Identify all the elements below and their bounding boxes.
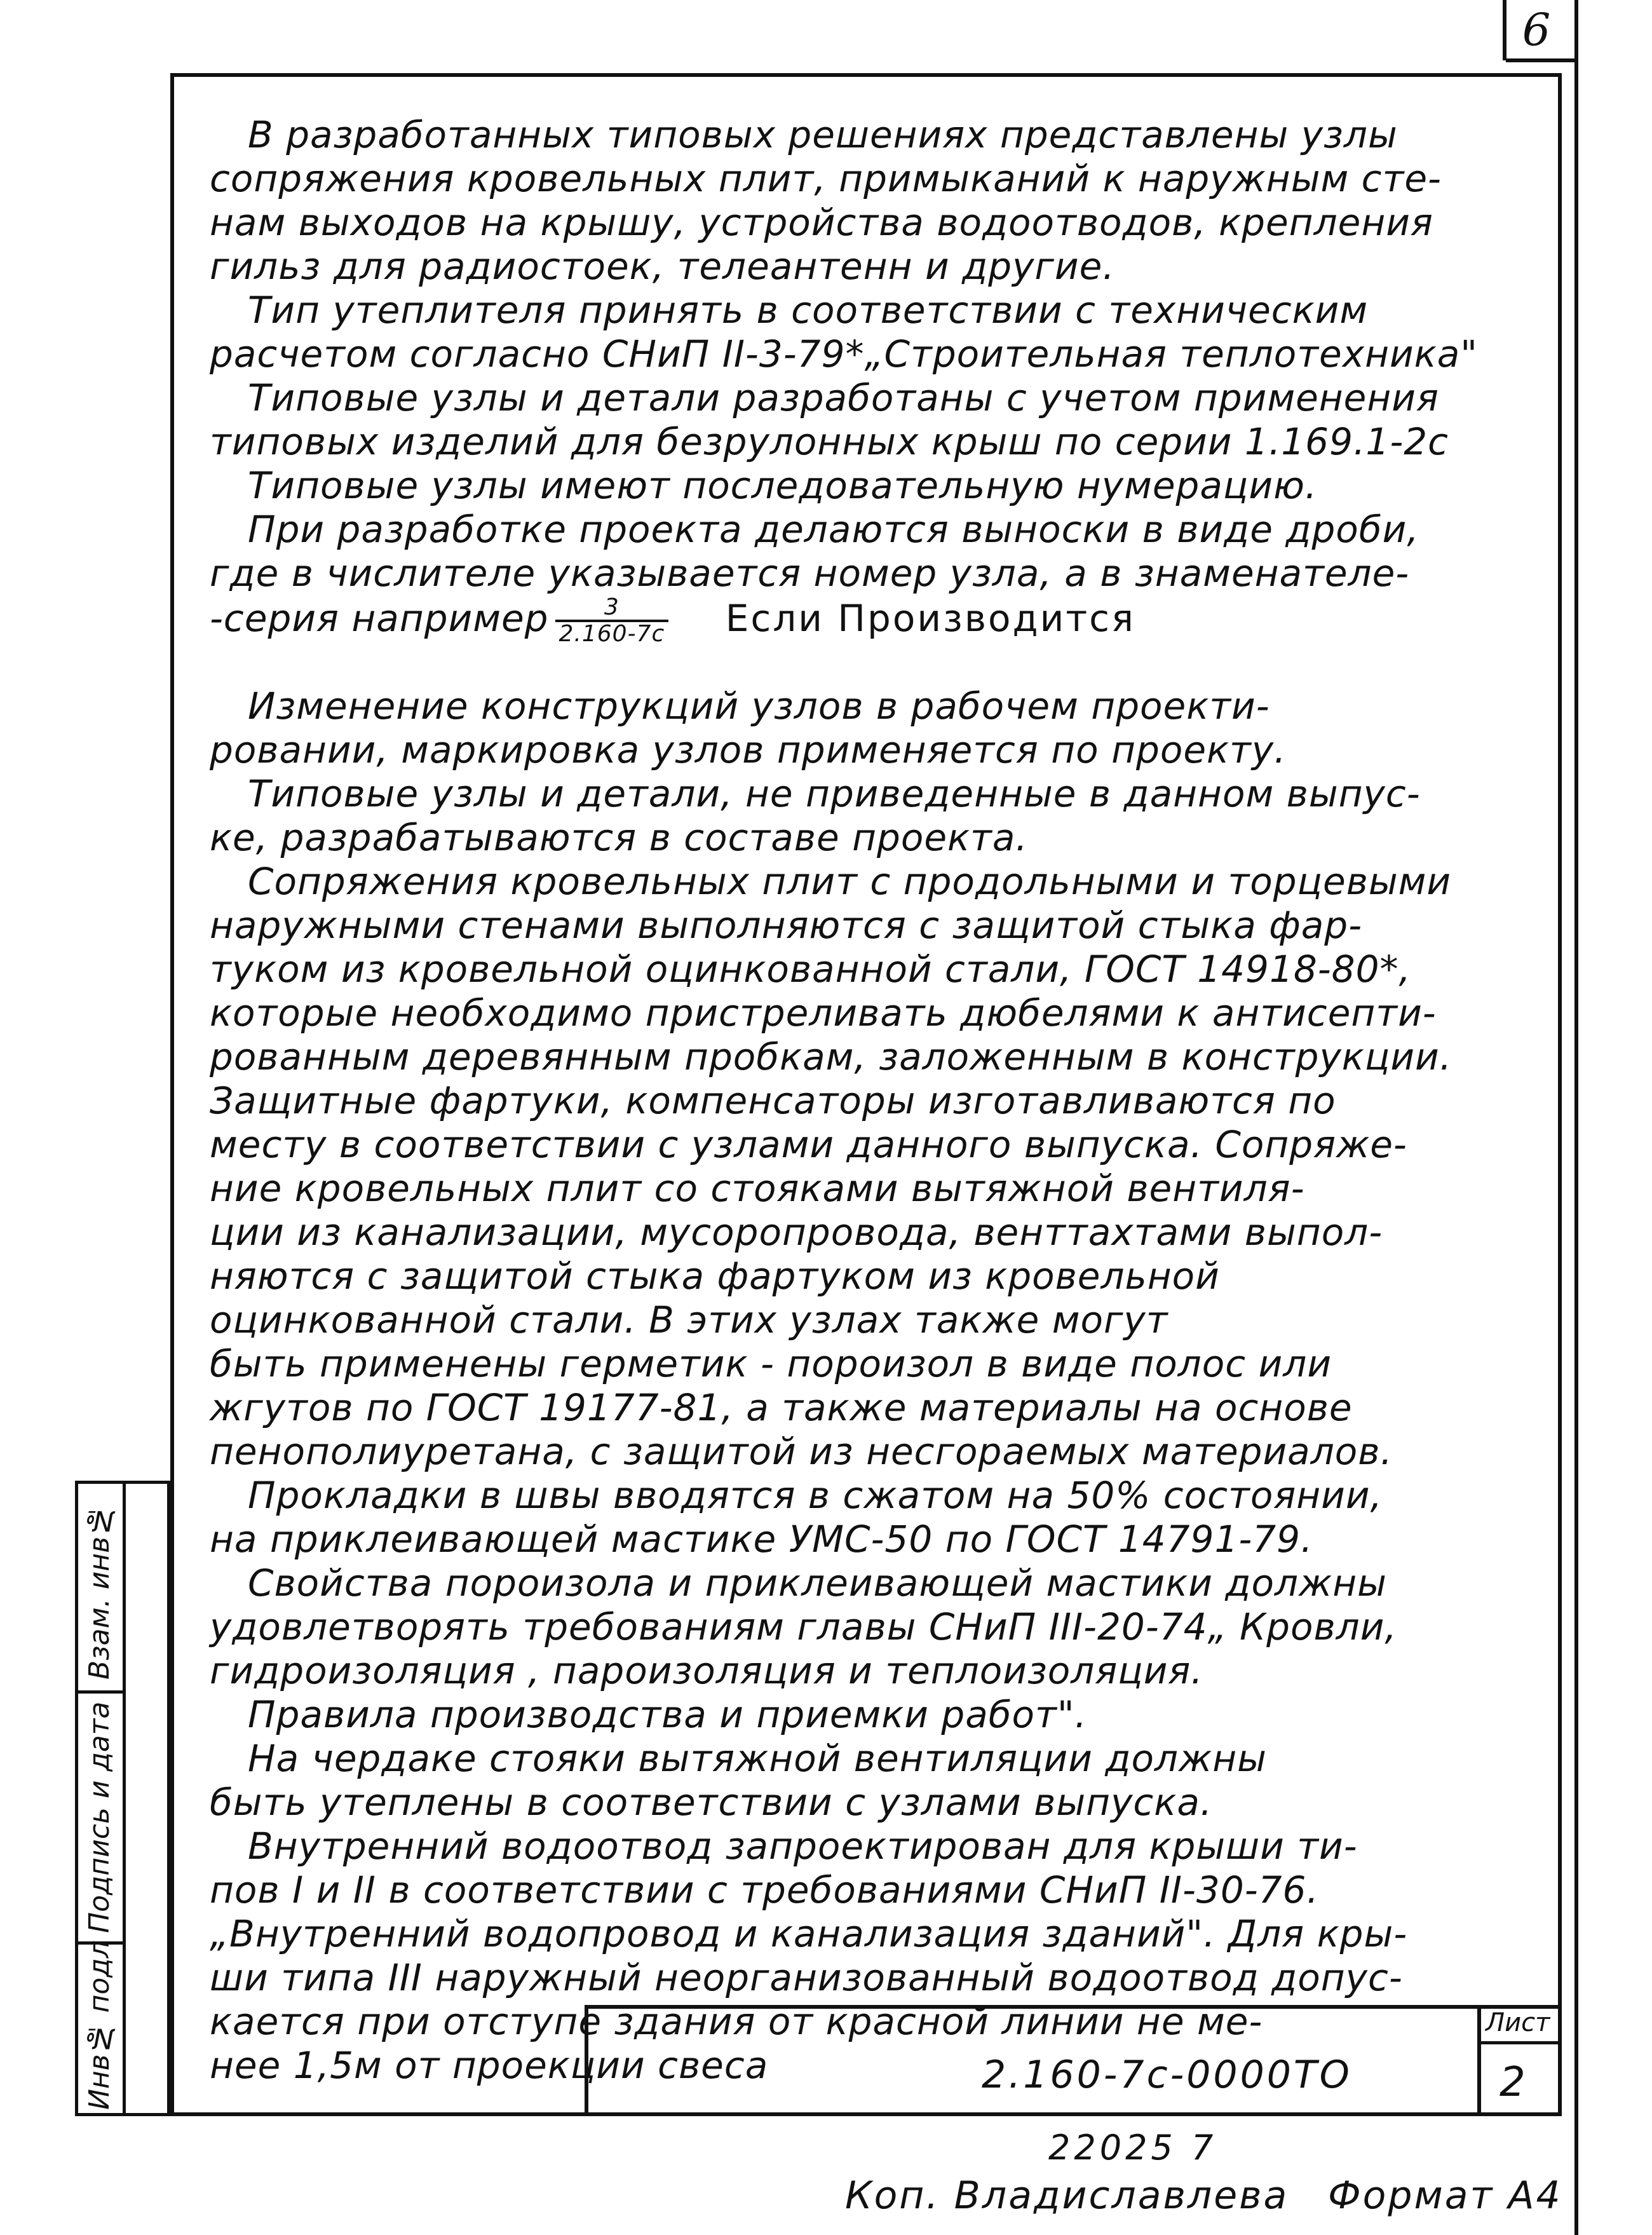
text-line: кается при отступе здания от красной линии не ме- <box>210 2000 1263 2043</box>
page-number: 6 <box>1503 0 1566 60</box>
text-line: Защитные фартуки, компенсаторы изготавливаются по <box>210 1079 1336 1122</box>
stamp-divider <box>78 1690 123 1694</box>
text-line: ции из канализации, мусоропровода, венттахтами выпол- <box>210 1211 1383 1254</box>
text-line: „Внутренний водопровод и канализация зданий". Для кры- <box>210 1912 1408 1955</box>
text-line: пов I и II в соответствии с требованиями СНиП II-30-76. <box>210 1868 1319 1912</box>
text-line: типовых изделий для безрулонных крыш по серии 1.169.1-2с <box>210 420 1449 463</box>
text-line: где в числителе указывается номер узла, а в знаменателе- <box>210 552 1410 595</box>
text-line: сопряжения кровельных плит, примыканий к наружным сте- <box>210 157 1442 200</box>
text-line: При разработке проекта делаются выноски в виде дроби, <box>248 508 1419 551</box>
text-line: пенополиуретана, с защитой из несгораемых материалов. <box>210 1430 1393 1473</box>
page-number-underline <box>1506 58 1578 62</box>
paper-format: Формат А4 <box>1328 2173 1562 2218</box>
document-body <box>210 113 1531 2088</box>
spacer <box>210 646 1531 684</box>
text-line: нее 1,5м от проекции свеса <box>210 2044 769 2087</box>
text-line: Свойства пороизола и приклеивающей мастики должны <box>248 1561 1387 1605</box>
text-line: Сопряжения кровельных плит с продольными и торцевыми <box>248 860 1452 903</box>
text-line: Изменение конструкций узлов в рабочем проекти- <box>248 684 1270 728</box>
text-line: Типовые узлы имеют последовательную нумерацию. <box>248 464 1318 507</box>
text-line: Тип утеплителя принять в соответствии с техническим <box>248 289 1369 332</box>
text-line: гидроизоляция , пароизоляция и теплоизоляция. <box>210 1649 1203 1692</box>
text-line: Типовые узлы и детали разработаны с учетом применения <box>248 376 1439 419</box>
printed-insert: Если Производится <box>725 597 1135 641</box>
left-stamp <box>75 1481 170 2116</box>
vzam-inv-label: Взам. инв№ <box>83 1504 116 1680</box>
text-line: ке, разрабатываются в составе проекта. <box>210 816 1028 859</box>
sheet-number: 2 <box>1500 2059 1526 2106</box>
right-edge-line <box>1574 0 1578 2235</box>
text-line: ние кровельных плит со стояками вытяжной вентиля- <box>210 1167 1305 1210</box>
text-line: Правила производства и приемки работ". <box>248 1693 1087 1736</box>
text-line: оцинкованной стали. В этих узлах также могут <box>210 1298 1168 1342</box>
text-line: на приклеивающей мастике УМС-50 по ГОСТ 14791-79. <box>210 1518 1313 1561</box>
text-line: нам выходов на крышу, устройства водоотводов, крепления <box>210 201 1433 244</box>
inv-podl-label: Инв№ подл <box>83 1940 116 2110</box>
text-line: туком из кровельной оцинкованной стали, ГОСТ 14918-80*, <box>210 948 1411 991</box>
text-line: ши типа III наружный неорганизованный водоотвод допус- <box>210 1956 1403 1999</box>
text-line: наружными стенами выполняются с защитой стыка фар- <box>210 904 1363 947</box>
fraction-numerator: 3 <box>555 595 669 622</box>
text-line: быть утеплены в соответствии с узлами выпуска. <box>210 1781 1213 1824</box>
text-line: Прокладки в швы вводятся в сжатом на 50% состоянии, <box>248 1474 1383 1517</box>
text-line: няются с защитой стыка фартуком из кровельной <box>210 1254 1220 1298</box>
archive-number: 22025 7 <box>1048 2128 1217 2168</box>
text-line: На чердаке стояки вытяжной вентиляции должны <box>248 1737 1267 1780</box>
text-line: Внутренний водоотвод запроектирован для крыши ти- <box>248 1824 1358 1868</box>
series-example-text: -серия например <box>210 597 549 641</box>
text-line: ровании, маркировка узлов применяется по проекту. <box>210 728 1287 771</box>
text-line: жгутов по ГОСТ 19177-81, а также материалы на основе <box>210 1386 1353 1429</box>
text-line: Типовые узлы и детали, не приведенные в данном выпус- <box>248 772 1421 815</box>
text-line: рованным деревянным пробкам, заложенным в конструкции. <box>210 1035 1452 1078</box>
podpis-data-label: Подпись и дата <box>83 1701 116 1934</box>
fraction-denominator: 2.160-7с <box>559 621 665 647</box>
sheet-divider <box>1477 2041 1562 2044</box>
text-line: месту в соответствии с узлами данного выпуска. Сопряже- <box>210 1123 1407 1166</box>
text-line: которые необходимо пристреливать дюбелями к антисепти- <box>210 991 1437 1035</box>
node-fraction <box>555 595 669 646</box>
text-line: расчетом согласно СНиП II-3-79*„Строительная теплотехника" <box>210 332 1478 376</box>
text-line-with-fraction <box>210 595 1531 646</box>
text-line: гильз для радиостоек, телеантенн и другие. <box>210 245 1115 288</box>
document-code: 2.160-7с-0000ТО <box>982 2053 1352 2097</box>
text-line: удовлетворять требованиям главы СНиП III-20-74„ Кровли, <box>210 1605 1397 1648</box>
copyist: Коп. Владиславлева <box>845 2173 1289 2218</box>
text-line: В разработанных типовых решениях представлены узлы <box>248 113 1398 156</box>
text-line: быть применены герметик - пороизол в виде полос или <box>210 1342 1332 1385</box>
sheet-label: Лист <box>1486 2008 1550 2037</box>
